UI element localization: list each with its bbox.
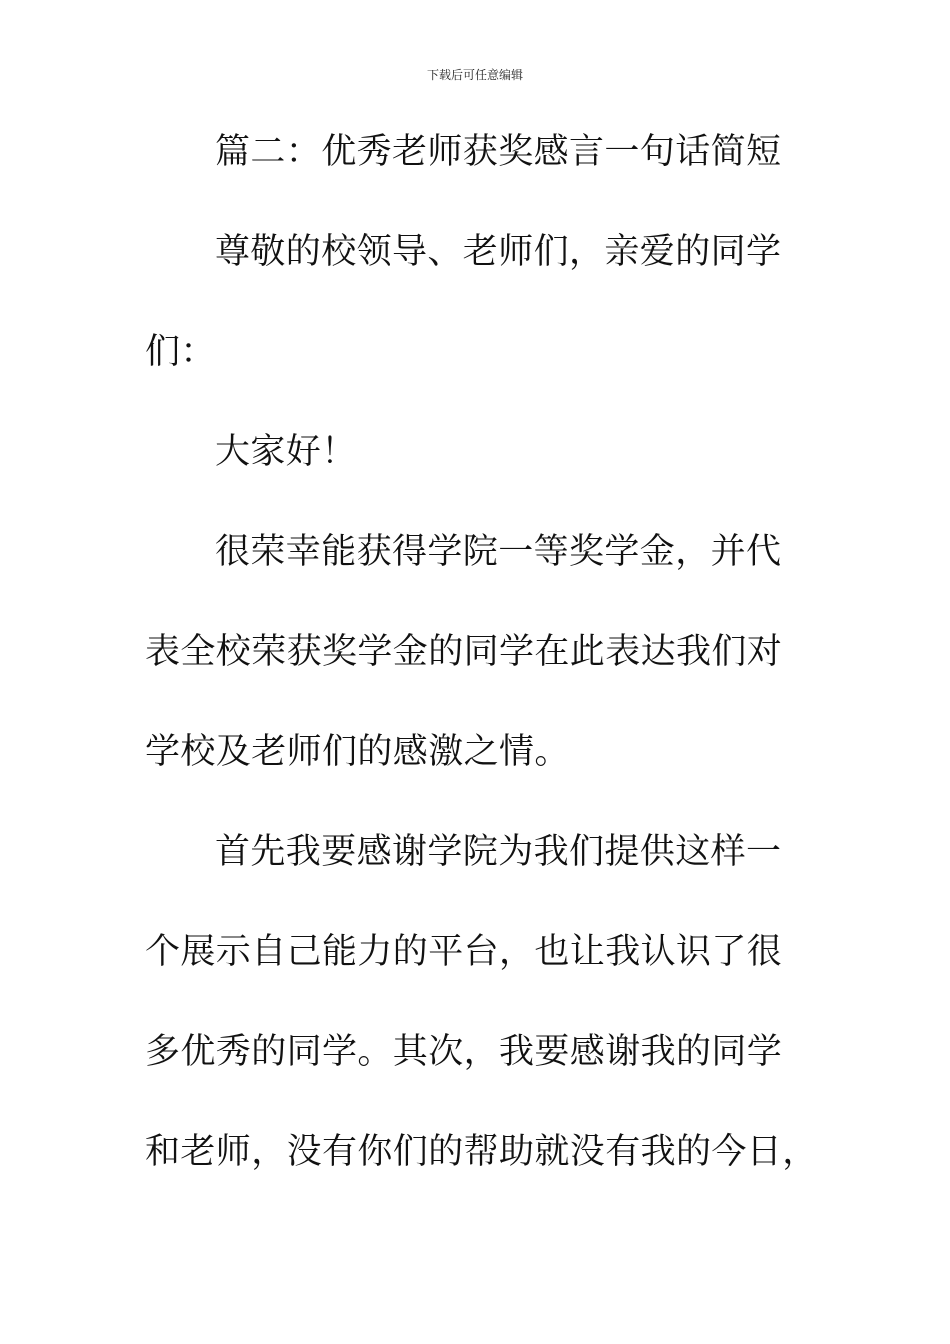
text-line: 多优秀的同学。其次，我要感谢我的同学 [145, 1032, 783, 1072]
text-line: 首先我要感谢学院为我们提供这样一 [215, 832, 782, 872]
text-line: 学校及老师们的感激之情。 [145, 732, 570, 772]
text-line: 很荣幸能获得学院一等奖学金，并代 [215, 532, 782, 572]
text-line: 表全校荣获奖学金的同学在此表达我们对 [145, 632, 783, 672]
text-line: 大家好！ [215, 432, 357, 472]
text-line: 尊敬的校领导、老师们，亲爱的同学 [215, 232, 782, 272]
text-line: 们： [145, 332, 216, 372]
text-line: 个展示自己能力的平台，也让我认识了很 [145, 932, 783, 972]
text-line: 和老师，没有你们的帮助就没有我的今日， [145, 1132, 818, 1172]
page-header-note: 下载后可任意编辑 [426, 68, 523, 82]
section-title: 篇二：优秀老师获奖感言一句话简短 [215, 132, 782, 172]
